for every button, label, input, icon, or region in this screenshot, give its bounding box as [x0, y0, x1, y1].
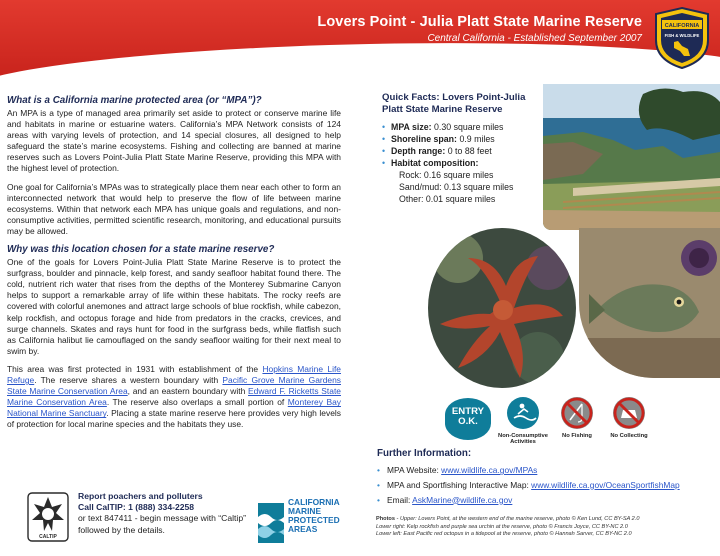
no-fishing-label: No Fishing [562, 433, 592, 439]
quick-facts [382, 92, 542, 206]
report-line-2: Call CalTIP: 1 (888) 334-2258 [78, 502, 195, 513]
credit-label: Photos [376, 516, 395, 522]
map-label: MPA and Sportfishing Interactive Map: [387, 479, 532, 490]
website-label: MPA Website: [387, 465, 442, 476]
habitat-sand: Sand/mud: 0.13 square miles [399, 181, 514, 192]
fact-value: 0 to 88 feet [445, 145, 492, 156]
fact-value: 0.30 square miles [431, 121, 504, 132]
further-info-heading: Further Information: [377, 448, 472, 459]
mpa-question-heading: What is a California marine protected area (or “MPA”)? [7, 95, 262, 106]
fact-value: 0.9 miles [457, 133, 495, 144]
fact-label: Depth range: [391, 145, 446, 156]
fact-size [382, 122, 542, 134]
caltip-badge-text: CALTIP [39, 534, 57, 540]
badge-top-text: CALIFORNIA [664, 23, 700, 29]
fact-depth [382, 146, 542, 158]
non-consumptive-icon [506, 396, 540, 430]
credit-text: - Upper: Lovers Point, at the western end of the marine reserve, photo © Ken Lund, CC BY-SA 2.0 [394, 516, 640, 522]
history-text: . The reserve shares a western boundary with [34, 375, 223, 386]
mpa-logo-line: CALIFORNIA [288, 497, 340, 507]
page-subtitle: Central California - Established September 2007 [427, 33, 642, 44]
interactive-map-link[interactable]: www.wildlife.ca.gov/OceanSportfishMap [531, 479, 680, 490]
page-title: Lovers Point - Julia Platt State Marine Reserve [317, 14, 642, 30]
ricketts-link[interactable]: Edward F. Ricketts State Marine Conservation Area [7, 386, 341, 408]
further-information [377, 445, 717, 507]
cdfw-badge-icon [652, 6, 712, 70]
photo-credits [376, 516, 716, 539]
fact-shoreline [382, 134, 542, 146]
credit-line-2: Lower right: Kelp rockfish and purple sea urchin at the reserve, photo © Francis Joyce, CC BY-NC 2.0 [376, 523, 628, 530]
report-line-1: Report poachers and polluters [78, 491, 203, 501]
quick-facts-list [382, 122, 542, 170]
history-paragraph [7, 364, 341, 431]
report-text [78, 491, 246, 536]
fact-label: MPA size: [391, 121, 432, 132]
interactive-map-item [377, 478, 717, 493]
habitat-rock: Rock: 0.16 square miles [399, 169, 494, 180]
quick-facts-heading: Quick Facts: Lovers Point-Julia Platt State Marine Reserve [382, 92, 526, 116]
mpa-website-item [377, 463, 717, 478]
email-link[interactable]: AskMarine@wildlife.ca.gov [412, 494, 513, 505]
credit-line-3: Lower left: East Pacific red octopus in a tidepool at the reserve, photo © Hannah Sarver, CC BY-NC 2.0 [376, 531, 632, 538]
location-question-heading: Why was this location chosen for a state marine reserve? [7, 244, 275, 256]
email-label: Email: [387, 494, 413, 505]
mpa-paragraph-2: One goal for California’s MPAs was to strategically place them near each other to form an interconnected network that would help to preserve the flow of life between marine ecosystems. Within that network each MPA has unique goals and regulations, and non-consumptive activities, permitted scientific research, monitoring, and educational pursuits may be allowed. [7, 181, 341, 236]
entry-ok-line: ENTRY [451, 406, 485, 417]
location-paragraph: One of the goals for Lovers Point-Julia Platt State Marine Reserve is to protect the surfgrass, boulder and pinnacle, kelp forest, and sandy seafloor habitat found there. The cold, nutrient rich water that rises from the depths of the Monterey Submarine Canyon helps to support a remarkable array of life within these habitats. The rocky reefs are covered with colorful anemones and attract large schools of blue rockfish, while cabezon, kelp rockfish, and octopus forage and hide from predators in the cracks, crevices, and surge channels. Skates and rays hunt for food in the surfgrass beds, while flatfish such as California halibut lie camouflaged on the sandy seafloor waiting for their next meal to swim by. [7, 256, 341, 356]
fact-label: Habitat composition: [391, 157, 479, 168]
mpa-logo-text [288, 498, 340, 534]
report-line-4: followed by the details. [78, 524, 165, 535]
entry-ok-badge [445, 398, 491, 440]
left-column [7, 95, 341, 438]
further-info-list [377, 463, 717, 507]
history-text: This area was first protected in 1931 with establishment of the [7, 363, 263, 374]
history-text: , and an eastern boundary with [127, 386, 249, 397]
no-fishing-icon [560, 396, 594, 430]
mpa-paragraph-1: An MPA is a type of managed area primarily set aside to protect or conserve marine life and habitats in marine or estuarine waters. California’s MPA Network consists of 124 areas with varying levels of protection, and 14 special closures, all designed to help safeguard the state’s marine ecosystems. Fishing and collecting are banned at marine reserves such as Lovers Point-Julia Platt State Marine Reserve, providing this MPA with the highest level of protection. [7, 107, 341, 174]
entry-ok-line: O.K. [458, 416, 478, 428]
caltip-star-icon [26, 491, 70, 543]
kelp-rockfish-photo [579, 228, 720, 378]
mpa-logo-line: MARINE [288, 506, 322, 517]
mpa-logo-line: PROTECTED [288, 515, 340, 526]
octopus-photo [428, 228, 576, 388]
no-collecting-label: No Collecting [610, 433, 648, 439]
non-consumptive-label: Non-Consumptive Activities [498, 433, 548, 446]
mpa-website-link[interactable]: www.wildlife.ca.gov/MPAs [441, 465, 538, 476]
history-text: . Placing a state marine reserve here provides very high levels of protection for local marine species and the habitats they use. [7, 408, 341, 430]
report-poachers-block [26, 491, 256, 551]
history-text: . The reserve also overlaps a small portion of [106, 397, 288, 408]
pacific-grove-link[interactable]: Pacific Grove Marine Gardens State Marine Conservation Area [7, 375, 341, 397]
credit-line-1 [376, 516, 716, 524]
habitat-other: Other: 0.01 square miles [399, 193, 496, 204]
fact-label: Shoreline span: [391, 133, 457, 144]
mpa-logo-line: AREAS [288, 524, 318, 535]
email-item [377, 493, 717, 508]
lovers-point-photo [543, 84, 720, 230]
badge-mid-text: FISH & WILDLIFE [664, 33, 700, 38]
fact-habitat [382, 158, 542, 170]
hopkins-link[interactable]: Hopkins Marine Life Refuge [7, 363, 341, 386]
sanctuary-link[interactable]: Monterey Bay National Marine Sanctuary [7, 397, 341, 419]
no-collecting-icon [612, 396, 646, 430]
report-line-3: or text 847411 - begin message with “Caltip” [78, 513, 246, 524]
